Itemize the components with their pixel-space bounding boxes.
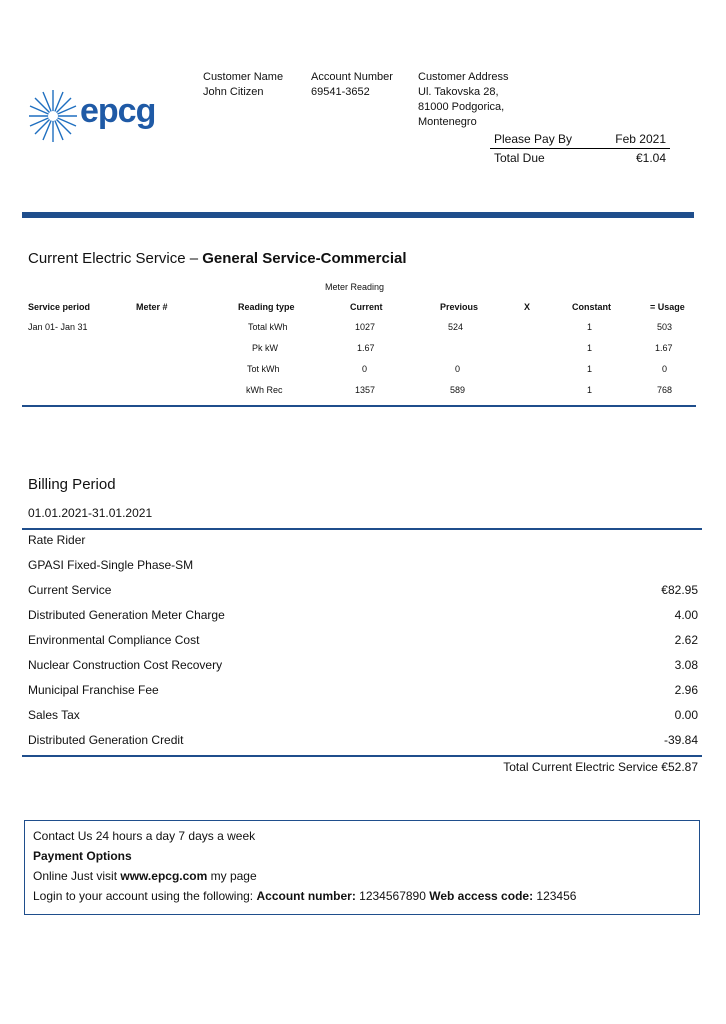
row4-previous: 589 (450, 385, 466, 395)
row1-previous: 524 (448, 322, 464, 332)
row4-current: 1357 (355, 385, 376, 395)
total-current-service-value: €52.87 (661, 760, 698, 774)
col-service-period: Service period (28, 302, 91, 312)
row1-period: Jan 01- Jan 31 (28, 322, 88, 332)
web-access-value: 123456 (533, 889, 577, 903)
header-divider (22, 212, 694, 218)
billing-item-value: 0.00 (674, 708, 698, 722)
customer-name-block (203, 70, 283, 100)
billing-item-label: Distributed Generation Meter Charge (28, 608, 225, 622)
total-current-service-label: Total Current Electric Service (503, 760, 658, 774)
row3-previous: 0 (455, 364, 461, 374)
billing-item-label: Rate Rider (28, 533, 86, 547)
billing-item-label: Current Service (28, 583, 112, 597)
billing-bottom-divider (22, 755, 702, 757)
account-number: 69541-3652 (311, 86, 370, 98)
billing-item-value: €82.95 (661, 583, 698, 597)
billing-item (28, 633, 698, 647)
sunburst-icon (28, 86, 78, 146)
row2-type: Pk kW (252, 343, 278, 353)
col-current: Current (350, 302, 383, 312)
payment-options-heading: Payment Options (33, 849, 132, 863)
col-reading-type: Reading type (238, 302, 295, 312)
contact-hours: Contact Us 24 hours a day 7 days a week (33, 829, 256, 843)
service-divider (22, 405, 696, 407)
pay-by-row (490, 130, 670, 148)
account-number-block (311, 70, 393, 100)
billing-period-date: 01.01.2021-31.01.2021 (28, 506, 153, 520)
online-suffix: my page (207, 869, 257, 883)
customer-name-label: Customer Name (203, 71, 284, 83)
pay-by-label: Please Pay By (494, 132, 573, 146)
row4-usage: 768 (657, 385, 673, 395)
row3-usage: 0 (662, 364, 668, 374)
total-due-label: Total Due (494, 151, 545, 165)
billing-item-label: Municipal Franchise Fee (28, 683, 159, 697)
billing-item (28, 683, 698, 697)
row3-current: 0 (362, 364, 368, 374)
billing-item (28, 533, 698, 547)
online-prefix: Online Just visit (33, 869, 121, 883)
row4-constant: 1 (587, 385, 593, 395)
col-constant: Constant (572, 302, 611, 312)
billing-item-value: 2.62 (674, 633, 698, 647)
service-title-plain: Current Electric Service – (28, 250, 203, 267)
row2-usage: 1.67 (655, 343, 673, 353)
online-line (33, 866, 691, 886)
website-link[interactable]: www.epcg.com (120, 869, 208, 883)
address-line2: 81000 Podgorica, (418, 101, 505, 113)
billing-item-value: 2.96 (674, 683, 698, 697)
address-line1: Ul. Takovska 28, (418, 86, 499, 98)
billing-item (28, 558, 698, 572)
address-line3: Montenegro (418, 116, 477, 128)
billing-item-label: GPASI Fixed-Single Phase-SM (28, 558, 194, 572)
billing-item (28, 608, 698, 622)
billing-item (28, 583, 698, 597)
account-number-label: Account Number (311, 71, 393, 83)
billing-item-label: Sales Tax (28, 708, 80, 722)
billing-item (28, 733, 698, 747)
billing-item-value: 3.08 (674, 658, 698, 672)
col-usage: = Usage (650, 302, 685, 312)
row1-usage: 503 (657, 322, 673, 332)
row2-constant: 1 (587, 343, 593, 353)
total-current-service (503, 760, 698, 774)
col-previous: Previous (440, 302, 479, 312)
contact-box (24, 820, 700, 915)
customer-name: John Citizen (203, 86, 264, 98)
billing-item (28, 658, 698, 672)
row1-constant: 1 (587, 322, 593, 332)
billing-item-value: 4.00 (674, 608, 698, 622)
total-due-row (490, 148, 670, 167)
billing-top-divider (22, 528, 702, 530)
login-prefix: Login to your account using the following: (33, 889, 257, 903)
service-title-bold: General Service-Commercial (202, 250, 407, 267)
address-block (418, 70, 508, 130)
billing-item-label: Environmental Compliance Cost (28, 633, 200, 647)
web-access-label: Web access code: (429, 889, 534, 903)
logo-text: epcg (80, 92, 156, 130)
col-x: X (524, 302, 531, 312)
account-number-label: Account number: (256, 889, 356, 903)
pay-by-value: Feb 2021 (615, 132, 666, 146)
row3-type: Tot kWh (247, 364, 280, 374)
row1-type: Total kWh (248, 322, 288, 332)
epcg-logo (28, 86, 158, 146)
payment-summary (490, 130, 670, 167)
billing-item-label: Nuclear Construction Cost Recovery (28, 658, 223, 672)
account-number-value: 1234567890 (355, 889, 430, 903)
billing-period-title: Billing Period (28, 476, 116, 493)
login-line (33, 886, 691, 906)
row3-constant: 1 (587, 364, 593, 374)
row2-current: 1.67 (357, 343, 375, 353)
billing-item-value: -39.84 (663, 733, 698, 747)
col-meter: Meter # (136, 302, 168, 312)
total-due-value: €1.04 (635, 151, 666, 165)
service-title (28, 250, 407, 267)
meter-reading-label: Meter Reading (325, 282, 385, 292)
billing-item (28, 708, 698, 722)
row4-type: kWh Rec (246, 385, 283, 395)
billing-item-label: Distributed Generation Credit (28, 733, 184, 747)
row1-current: 1027 (355, 322, 376, 332)
address-label: Customer Address (418, 71, 509, 83)
